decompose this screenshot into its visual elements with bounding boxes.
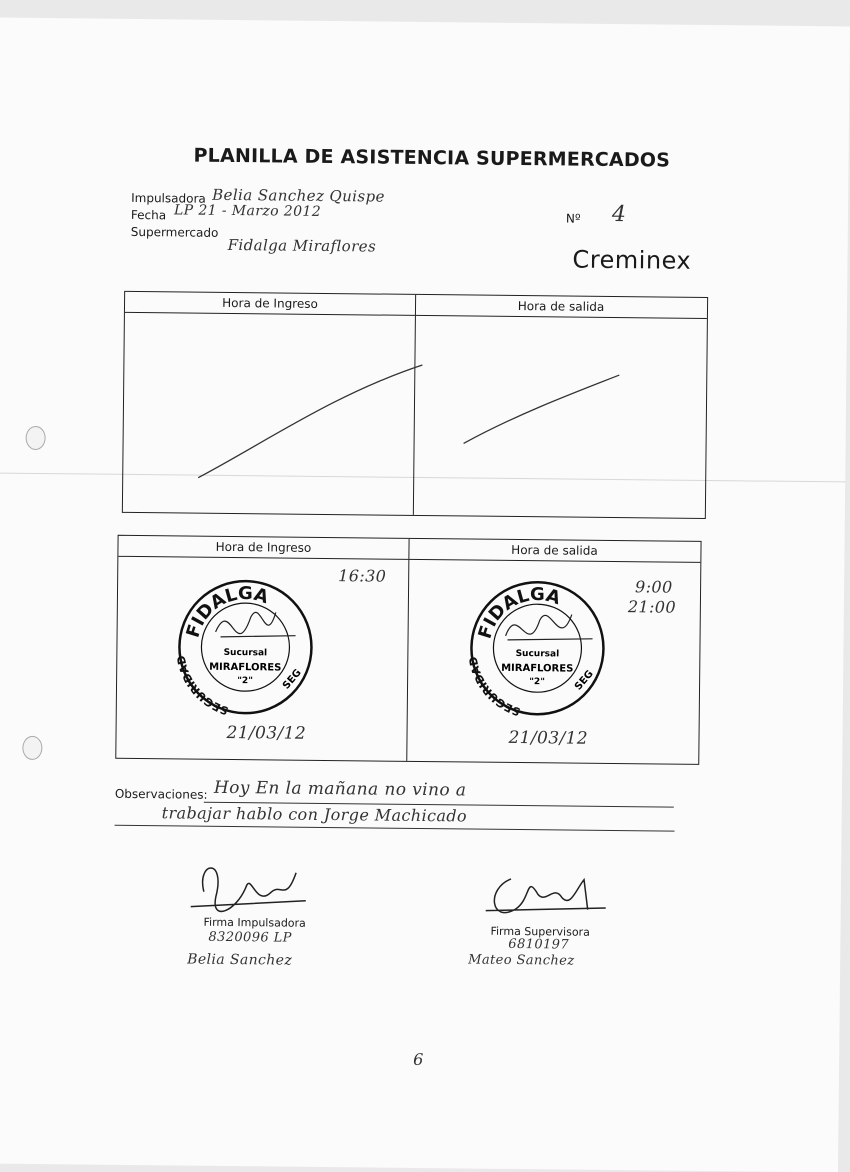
- numero-label: Nº: [565, 211, 581, 226]
- stamp-line-2: MIRAFLORES: [209, 661, 282, 674]
- impulsadora-id: 8320096 LP: [208, 929, 292, 946]
- ingreso-header: Hora de Ingreso: [118, 536, 408, 560]
- cross-out-strokes: [123, 292, 707, 518]
- salida-time-2: 21:00: [627, 597, 677, 617]
- supervisora-signature: [476, 849, 617, 930]
- ingreso-header: Hora de Ingreso: [125, 292, 415, 316]
- impulsadora-label: Impulsadora: [131, 190, 206, 206]
- signature-stroke: [486, 879, 606, 914]
- stamp-line-1: Sucursal: [223, 647, 268, 659]
- salida-time-1: 9:00: [634, 577, 673, 597]
- firma-supervisora-label: Firma Supervisora: [490, 924, 590, 939]
- fidalga-stamp: [175, 576, 316, 717]
- stamp-left-text: SEGURIDAD: [174, 654, 231, 718]
- stamp-top-text: FIDALGA: [474, 584, 563, 642]
- stamp-right-text: SEG: [572, 668, 596, 693]
- stamp-top-text: FIDALGA: [182, 583, 271, 641]
- stamp-line-1: Sucursal: [515, 648, 560, 660]
- column-divider: [406, 539, 409, 761]
- fidalga-stamp: [467, 577, 608, 718]
- impulsadora-value: Belia Sanchez Quispe: [212, 185, 385, 206]
- brand-logo: Creminex: [572, 245, 692, 275]
- stamp-left-text: SEGURIDAD: [466, 655, 523, 719]
- stamp-right-text: SEG: [280, 667, 304, 692]
- supervisora-name: Mateo Sanchez: [468, 952, 575, 969]
- salida-header: Hora de salida: [415, 295, 707, 319]
- stamp-line-3: "2": [237, 676, 253, 687]
- impulsadora-name: Belia Sanchez: [187, 951, 293, 969]
- signature-stroke: [191, 868, 306, 912]
- observaciones-line-2: trabajar hablo con Jorge Machicado: [161, 803, 468, 826]
- page-title: PLANILLA DE ASISTENCIA SUPERMERCADOS: [193, 144, 671, 172]
- salida-date: 21/03/12: [508, 727, 589, 749]
- supermercado-value: Fidalga Miraflores: [227, 235, 377, 256]
- ingreso-date: 21/03/12: [226, 722, 307, 744]
- attendance-sheet: [0, 18, 850, 1172]
- observaciones-label: Observaciones:: [114, 786, 208, 802]
- stamp-line-3: "2": [529, 677, 545, 688]
- ingreso-time: 16:30: [338, 566, 387, 586]
- fecha-label: Fecha: [130, 207, 167, 223]
- punch-hole: [22, 736, 42, 760]
- observaciones-rule: [115, 825, 675, 832]
- numero-value: 4: [611, 201, 627, 228]
- cross-out-stroke-left: [198, 363, 422, 480]
- supervisora-id: 6810197: [508, 936, 570, 953]
- punch-hole: [25, 426, 45, 450]
- firma-impulsadora-label: Firma Impulsadora: [203, 915, 306, 930]
- stamp-line-2: MIRAFLORES: [501, 662, 574, 675]
- cross-out-stroke-right: [464, 373, 620, 445]
- page-mark: 6: [413, 1049, 424, 1070]
- observaciones-line-1: Hoy En la mañana no vino a: [213, 777, 467, 801]
- fecha-value: LP 21 - Marzo 2012: [173, 202, 322, 220]
- attendance-table-1: [122, 291, 708, 519]
- attendance-table-2: [115, 535, 701, 765]
- salida-header: Hora de salida: [408, 539, 700, 563]
- supermercado-label: Supermercado: [130, 224, 219, 240]
